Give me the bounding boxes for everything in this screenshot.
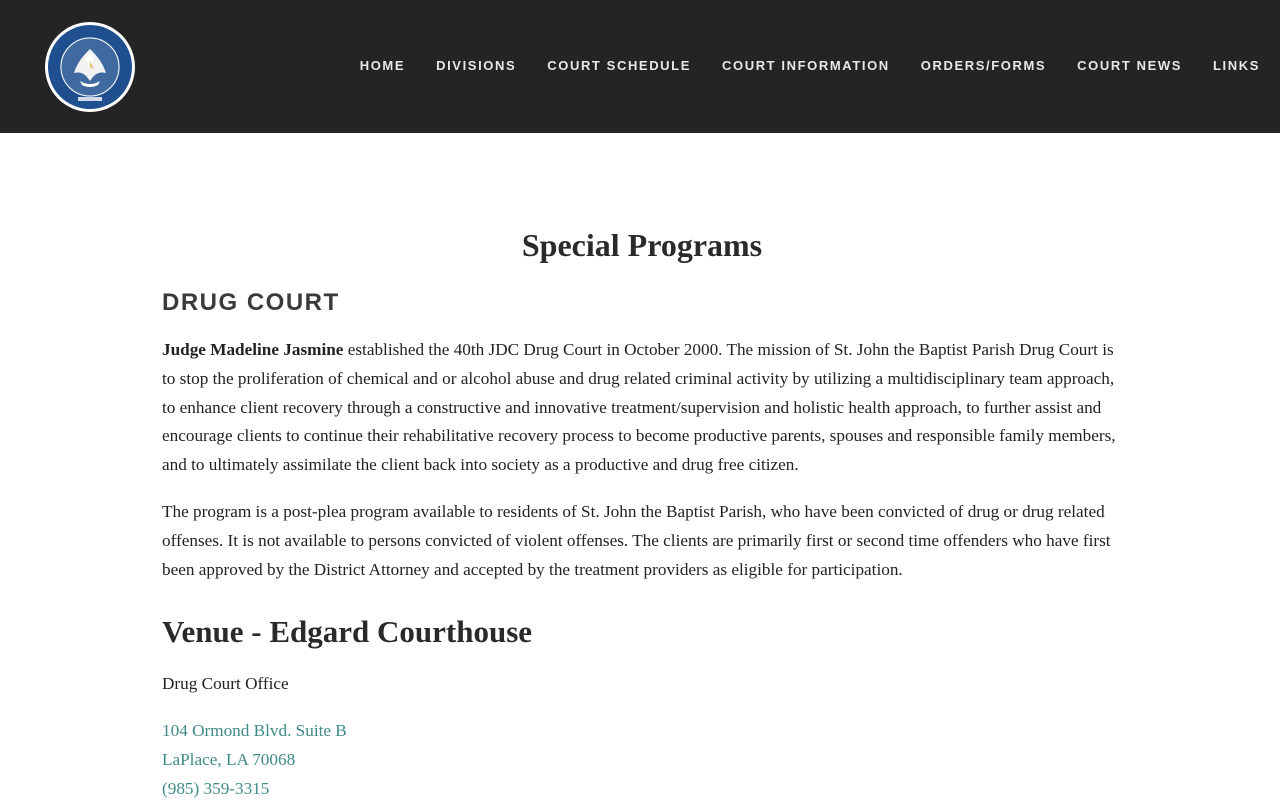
site-header (0, 0, 1280, 133)
nav-home[interactable]: HOME (359, 58, 406, 73)
nav-links[interactable]: LINKS (1213, 58, 1260, 73)
drug-court-heading: DRUG COURT (162, 289, 340, 316)
state-seal-logo[interactable] (44, 21, 136, 113)
address-line-1-link[interactable]: 104 Ormond Blvd. Suite B (162, 721, 347, 741)
nav-court-schedule[interactable]: COURT SCHEDULE (547, 58, 691, 73)
nav-divisions[interactable]: DIVISIONS (436, 58, 517, 73)
nav-orders-forms[interactable]: ORDERS/FORMS (920, 58, 1047, 73)
page-title: Special Programs (521, 227, 763, 263)
judge-name: Judge Madeline Jasmine (162, 340, 344, 359)
mission-text: established the 40th JDC Drug Court in October 2000. The mission of St. John the Baptist Parish Drug Court is to stop the proliferation of chemical and or alcohol abuse and drug related criminal activity by utilizing a multidisciplinary team approach, to enhance client recovery through a constructive and innovative treatment/supervision and holistic health approach, to further assist and encourage clients to continue their rehabilitative recovery process to become productive parents, spouses and responsible family members, and to ultimately assimilate the client back into society as a productive and drug free citizen. (162, 340, 1116, 475)
address-line-2-link[interactable]: LaPlace, LA 70068 (162, 750, 296, 770)
office-label: Drug Court Office (162, 674, 289, 694)
main-content (162, 133, 1122, 803)
mission-paragraph (162, 336, 1122, 480)
phone-link[interactable]: (985) 359-3315 (162, 779, 270, 799)
nav-court-information[interactable]: COURT INFORMATION (722, 58, 890, 73)
nav-court-news[interactable]: COURT NEWS (1077, 58, 1182, 73)
venue-heading: Venue - Edgard Courthouse (162, 614, 533, 650)
main-nav (329, 58, 1260, 73)
program-paragraph: The program is a post-plea program available to residents of St. John the Baptist Parish, who have been convicted of drug or drug related offenses. It is not available to persons convicted of violent offenses. The clients are primarily first or second time offenders who have first been approved by the District Attorney and accepted by the treatment providers as eligible for participation. (162, 501, 1111, 579)
office-address (162, 716, 1122, 803)
